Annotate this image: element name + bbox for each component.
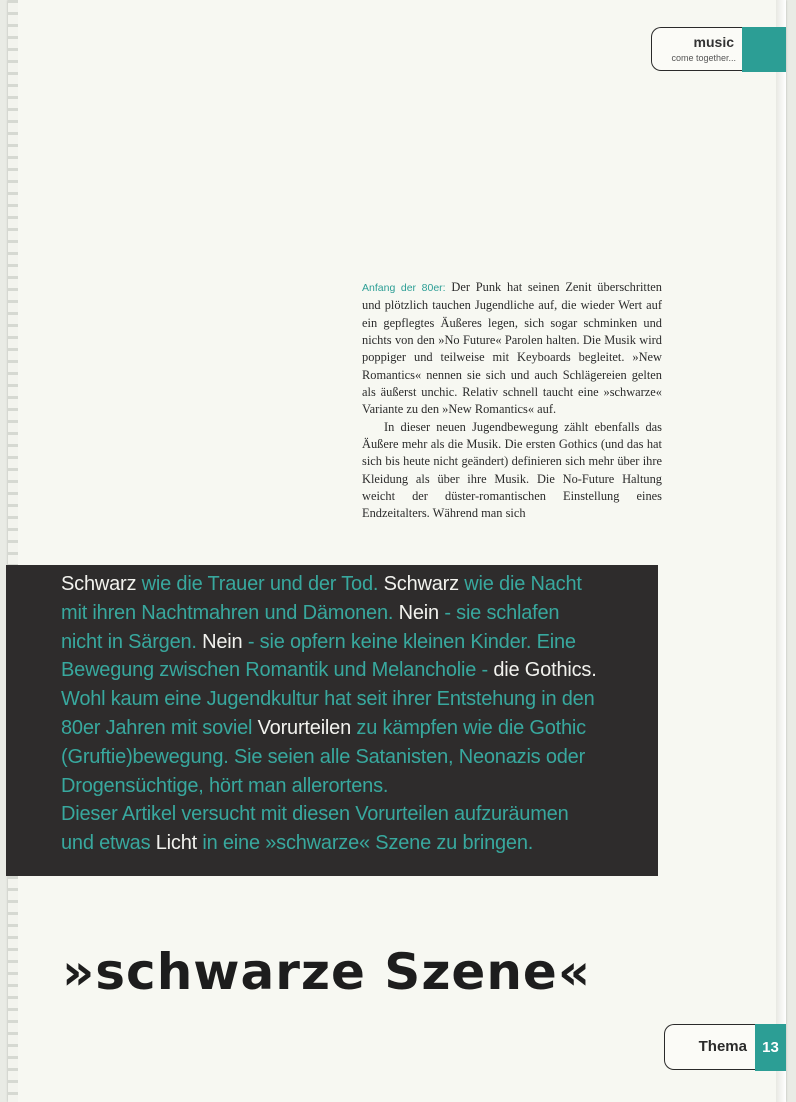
highlight-line: Dieser Artikel versucht mit diesen Vorurteilen aufzuräumen [61, 803, 569, 826]
intro-text-1: Der Punk hat seinen Zenit überschritten und plötzlich tauchen Jugendliche auf, die wieder Wert auf ein gepflegtes Äußeres legen, sich sogar schminken und nichts von den »No Future« Parolen halten. Die Musik wird poppiger und teilweise mit Keyboards begleitet. »New Romantics« nennen sie sich und auch Schlägereien gelten als äußerst unchic. Relativ schnell taucht eine »schwarze« Variante zu den »New Romantics« auf. [362, 280, 662, 417]
highlight-segment: mit ihren Nachtmahren und Dämonen. [61, 601, 399, 624]
highlight-word: Vorurteilen [257, 716, 352, 739]
highlight-line [61, 714, 649, 743]
highlight-segment: 80er Jahren mit soviel [61, 716, 258, 739]
highlight-segment: - sie opfern keine kleinen Kinder. Eine [242, 630, 576, 653]
footer-tab [664, 1024, 786, 1070]
intro-paragraph-1 [362, 279, 662, 419]
footer-section-label: Thema [698, 1038, 747, 1055]
magazine-page [8, 0, 786, 1102]
footer-tab-box [664, 1024, 755, 1070]
highlight-text [61, 570, 649, 858]
highlight-segment: und etwas [61, 832, 156, 855]
highlight-line: Drogensüchtige, hört man allerortens. [61, 774, 389, 797]
highlight-segment: zu kämpfen wie die Gothic [351, 716, 586, 739]
section-accent-bar [742, 27, 786, 72]
section-title: music [693, 34, 734, 50]
page-edge [776, 0, 786, 1102]
highlight-word: Nein [202, 630, 243, 653]
highlight-line [61, 656, 649, 685]
highlight-word: Schwarz [383, 573, 459, 595]
highlight-segment: wie die Trauer und der Tod. [136, 573, 384, 595]
highlight-line: (Gruftie)bewegung. Sie seien alle Satanisten, Neonazis oder [61, 745, 586, 768]
intro-paragraph-2: In dieser neuen Jugendbewegung zählt ebenfalls das Äußere mehr als die Musik. Die ersten Gothics (und das hat sich bis heute nicht geändert) definieren sich mehr über ihre Kleidung als über ihre Musik. Die No-Future Haltung weicht der düster-romantischen Einstellung eines Endzeitalters. Während man sich [362, 419, 662, 521]
intro-column [362, 279, 662, 523]
highlight-word: Nein [398, 601, 439, 624]
highlight-segment: Bewegung zwischen Romantik und Melancholie - [61, 659, 494, 682]
highlight-word: Schwarz [61, 573, 137, 595]
highlight-line: Wohl kaum eine Jugendkultur hat seit ihrer Entstehung in den [61, 688, 595, 711]
page-number: 13 [755, 1024, 786, 1071]
highlight-segment: nicht in Särgen. [61, 630, 203, 653]
highlight-word: Licht [155, 832, 197, 855]
highlight-segment: wie die Nacht [458, 573, 582, 595]
binding-holes [8, 0, 18, 1102]
highlight-line [61, 829, 649, 858]
intro-lead: Anfang der 80er: [362, 282, 446, 294]
highlight-line [61, 599, 649, 628]
highlight-word: die Gothics. [493, 659, 597, 682]
highlight-line [61, 628, 649, 657]
section-subtitle: come together... [671, 53, 736, 63]
highlight-segment: - sie schlafen [438, 601, 560, 624]
headline: »schwarze Szene« [62, 943, 592, 1001]
section-tab [651, 27, 786, 71]
highlight-line [61, 570, 649, 599]
highlight-segment: in eine »schwarze« Szene zu bringen. [196, 832, 534, 855]
section-tab-box [651, 27, 742, 71]
